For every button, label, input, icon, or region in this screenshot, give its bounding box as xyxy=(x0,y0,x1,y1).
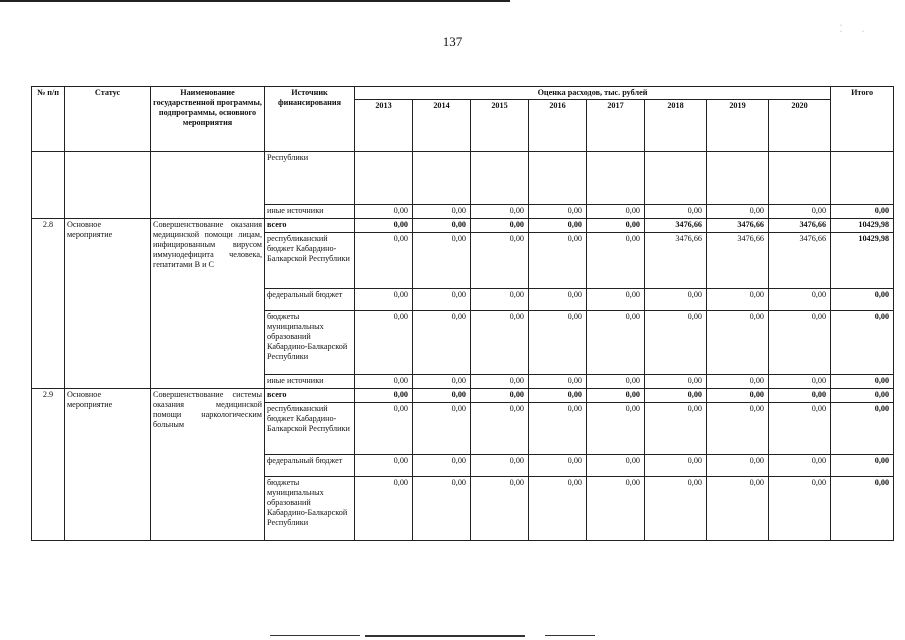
value-cell: 0,00 xyxy=(587,219,645,233)
value-cell: 0,00 xyxy=(769,477,831,541)
header-num: № п/п xyxy=(32,87,65,152)
value-cell: 0,00 xyxy=(529,233,587,289)
bottom-rule xyxy=(365,635,525,637)
value-cell: 0,00 xyxy=(413,455,471,477)
value-cell: 0,00 xyxy=(471,477,529,541)
header-year: 2017 xyxy=(587,100,645,152)
value-cell: 0,00 xyxy=(355,477,413,541)
value-cell: 0,00 xyxy=(587,455,645,477)
value-cell: 0,00 xyxy=(769,289,831,311)
continuation-row-republic xyxy=(32,152,894,205)
header-year: 2020 xyxy=(769,100,831,152)
value-cell: 0,00 xyxy=(471,219,529,233)
value-cell: 0,00 xyxy=(769,403,831,455)
value-cell: 3476,66 xyxy=(769,219,831,233)
source-cell: бюджеты муниципальных образований Кабардино-Балкарской Республики xyxy=(265,311,355,375)
value-cell: 0,00 xyxy=(645,289,707,311)
value-cell: 3476,66 xyxy=(645,219,707,233)
value-cell: 0,00 xyxy=(529,219,587,233)
source-cell: Республики xyxy=(265,152,355,205)
value-cell: 0,00 xyxy=(413,205,471,219)
status-cell: Основное мероприятие xyxy=(65,389,151,541)
value-cell: 0,00 xyxy=(587,205,645,219)
value-cell: 0,00 xyxy=(355,375,413,389)
name-cell: Совершенствование оказания медицинской помощи лицам, инфицированным вирусом иммунодефицита человека, гепатитами В и С xyxy=(151,219,265,389)
header-year: 2019 xyxy=(707,100,769,152)
num-cell: 2.9 xyxy=(32,389,65,541)
value-cell: 0,00 xyxy=(529,403,587,455)
value-cell: 0,00 xyxy=(413,233,471,289)
num-cell: 2.8 xyxy=(32,219,65,389)
total-cell: 0,00 xyxy=(831,477,894,541)
value-cell: 0,00 xyxy=(529,455,587,477)
value-cell: 0,00 xyxy=(529,311,587,375)
value-cell: 0,00 xyxy=(707,289,769,311)
value-cell: 0,00 xyxy=(587,289,645,311)
total-cell: 0,00 xyxy=(831,403,894,455)
header-year: 2015 xyxy=(471,100,529,152)
value-cell: 0,00 xyxy=(645,477,707,541)
value-cell: 0,00 xyxy=(355,289,413,311)
total-cell: 10429,98 xyxy=(831,233,894,289)
source-cell: всего xyxy=(265,219,355,233)
value-cell: 0,00 xyxy=(645,311,707,375)
source-cell: иные источники xyxy=(265,205,355,219)
value-cell: 3476,66 xyxy=(645,233,707,289)
value-cell: 0,00 xyxy=(471,389,529,403)
value-cell: 0,00 xyxy=(413,219,471,233)
value-cell: 0,00 xyxy=(413,477,471,541)
source-cell: иные источники xyxy=(265,375,355,389)
total-cell: 10429,98 xyxy=(831,219,894,233)
value-cell: 3476,66 xyxy=(707,219,769,233)
bottom-rule xyxy=(545,635,595,636)
source-cell: всего xyxy=(265,389,355,403)
value-cell: 0,00 xyxy=(471,233,529,289)
table-row xyxy=(32,389,894,403)
value-cell: 0,00 xyxy=(355,233,413,289)
source-cell: республиканский бюджет Кабардино-Балкарской Республики xyxy=(265,403,355,455)
value-cell: 0,00 xyxy=(471,403,529,455)
value-cell: 0,00 xyxy=(587,403,645,455)
table-row xyxy=(32,219,894,233)
header-total: Итого xyxy=(831,87,894,152)
value-cell: 0,00 xyxy=(529,289,587,311)
status-cell: Основное мероприятие xyxy=(65,219,151,389)
bottom-rule xyxy=(270,635,360,636)
top-rule xyxy=(0,0,510,2)
source-cell: федеральный бюджет xyxy=(265,289,355,311)
value-cell: 0,00 xyxy=(587,389,645,403)
value-cell: 0,00 xyxy=(355,205,413,219)
value-cell: 0,00 xyxy=(529,375,587,389)
value-cell: 0,00 xyxy=(587,375,645,389)
value-cell: 0,00 xyxy=(769,311,831,375)
value-cell: 0,00 xyxy=(355,389,413,403)
value-cell: 0,00 xyxy=(769,205,831,219)
header-status: Статус xyxy=(65,87,151,152)
source-cell: республиканский бюджет Кабардино-Балкарской Республики xyxy=(265,233,355,289)
value-cell: 0,00 xyxy=(413,289,471,311)
source-cell: федеральный бюджет xyxy=(265,455,355,477)
value-cell: 0,00 xyxy=(413,375,471,389)
value-cell: 0,00 xyxy=(413,389,471,403)
header-year: 2013 xyxy=(355,100,413,152)
value-cell: 0,00 xyxy=(471,289,529,311)
total-cell: 0,00 xyxy=(831,455,894,477)
value-cell: 0,00 xyxy=(645,455,707,477)
value-cell: 0,00 xyxy=(645,375,707,389)
value-cell: 0,00 xyxy=(471,205,529,219)
header-name: Наименование государственной программы, подпрограммы, основного мероприятия xyxy=(151,87,265,152)
total-cell: 0,00 xyxy=(831,311,894,375)
total-cell: 0,00 xyxy=(831,289,894,311)
value-cell: 0,00 xyxy=(529,205,587,219)
header-estimate: Оценка расходов, тыс. рублей xyxy=(355,87,831,100)
value-cell: 0,00 xyxy=(707,389,769,403)
value-cell: 0,00 xyxy=(587,477,645,541)
source-cell: бюджеты муниципальных образований Кабардино-Балкарской Республики xyxy=(265,477,355,541)
value-cell: 0,00 xyxy=(471,375,529,389)
value-cell: 0,00 xyxy=(471,311,529,375)
value-cell: 0,00 xyxy=(413,311,471,375)
value-cell: 0,00 xyxy=(471,455,529,477)
value-cell: 0,00 xyxy=(707,477,769,541)
value-cell: 0,00 xyxy=(645,205,707,219)
value-cell: 0,00 xyxy=(769,389,831,403)
value-cell: 0,00 xyxy=(355,219,413,233)
expenditure-table xyxy=(31,86,894,541)
page-number: 137 xyxy=(442,34,463,49)
value-cell: 0,00 xyxy=(529,389,587,403)
value-cell: 0,00 xyxy=(645,389,707,403)
value-cell: 0,00 xyxy=(707,311,769,375)
value-cell: 0,00 xyxy=(769,375,831,389)
value-cell: 0,00 xyxy=(529,477,587,541)
value-cell: 0,00 xyxy=(355,311,413,375)
value-cell: 0,00 xyxy=(587,311,645,375)
value-cell: 0,00 xyxy=(707,455,769,477)
value-cell: 0,00 xyxy=(355,403,413,455)
value-cell: 0,00 xyxy=(413,403,471,455)
value-cell: 0,00 xyxy=(707,375,769,389)
header-year: 2014 xyxy=(413,100,471,152)
value-cell: 0,00 xyxy=(355,455,413,477)
total-cell: 0,00 xyxy=(831,389,894,403)
value-cell: 0,00 xyxy=(707,403,769,455)
total-cell: 0,00 xyxy=(831,205,894,219)
value-cell: 3476,66 xyxy=(707,233,769,289)
total-cell: 0,00 xyxy=(831,375,894,389)
value-cell: 0,00 xyxy=(707,205,769,219)
name-cell: Совершенствование системы оказания медицинской помощи наркологическим больным xyxy=(151,389,265,541)
corner-marks: · ·· xyxy=(840,23,884,35)
value-cell: 3476,66 xyxy=(769,233,831,289)
value-cell: 0,00 xyxy=(769,455,831,477)
header-source: Источник финансирования xyxy=(265,87,355,152)
value-cell: 0,00 xyxy=(587,233,645,289)
header-year: 2018 xyxy=(645,100,707,152)
value-cell: 0,00 xyxy=(645,403,707,455)
header-year: 2016 xyxy=(529,100,587,152)
